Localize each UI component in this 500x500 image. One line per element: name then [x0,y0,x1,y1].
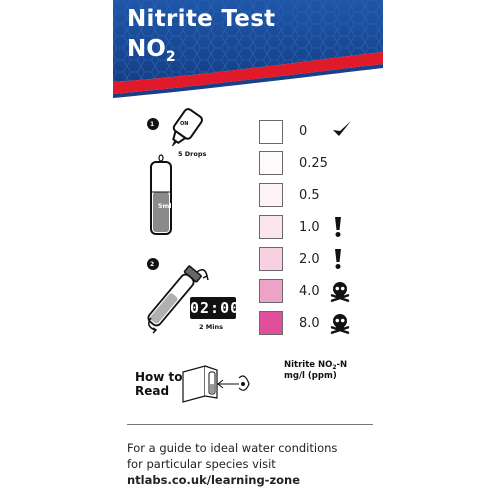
check-icon [331,118,353,140]
test-tube-icon [151,162,171,234]
footer-text [127,440,337,488]
timer-display [190,297,241,319]
swatch-3 [259,215,283,239]
how-to-read-line1: How to [135,370,183,384]
skull-icon [329,280,351,302]
footer-line1: For a guide to ideal water conditions [127,441,338,455]
scale-value-1: 0.25 [299,156,328,171]
scale-value-0: 0 [299,124,308,139]
how-to-read-label [135,370,183,398]
bottle-label: ON [180,121,189,127]
volume-label: 5ml [158,202,172,210]
units-label [284,360,347,382]
step-illustrations [113,0,253,420]
exclamation-icon [333,248,343,270]
formula-main: NO [127,36,166,62]
reading-diagram-icon [183,366,249,402]
scale-value-6: 8.0 [299,316,320,331]
scale-value-2: 0.5 [299,188,320,203]
units-suffix: -N [336,360,348,370]
step1-number: 1 [150,121,155,128]
time-label: 2 Mins [199,323,223,331]
divider [127,424,373,425]
how-to-read-line2: Read [135,384,170,398]
step2-number: 2 [150,261,155,268]
footer-link[interactable]: ntlabs.co.uk/learning-zone [127,473,301,487]
exclamation-icon [333,216,343,238]
swatch-1 [259,151,283,175]
scale-value-4: 2.0 [299,252,320,267]
footer-line2: for particular species visit [127,457,276,471]
swatch-0 [259,120,283,144]
drops-label: 5 Drops [178,150,207,158]
formula-subscript: 2 [165,49,176,65]
scale-value-3: 1.0 [299,220,320,235]
skull-icon [329,312,351,334]
dropper-bottle-icon [164,108,203,152]
swatch-4 [259,247,283,271]
units-subscript: 2 [332,364,337,371]
swatch-5 [259,279,283,303]
test-card [113,0,383,500]
scale-value-5: 4.0 [299,284,320,299]
units-prefix: Nitrite NO [284,360,333,370]
units-line2: mg/l (ppm) [284,371,337,381]
swatch-6 [259,311,283,335]
swatch-2 [259,183,283,207]
page-title: Nitrite Test [127,6,276,32]
timer-text: 02:00 [190,299,241,317]
